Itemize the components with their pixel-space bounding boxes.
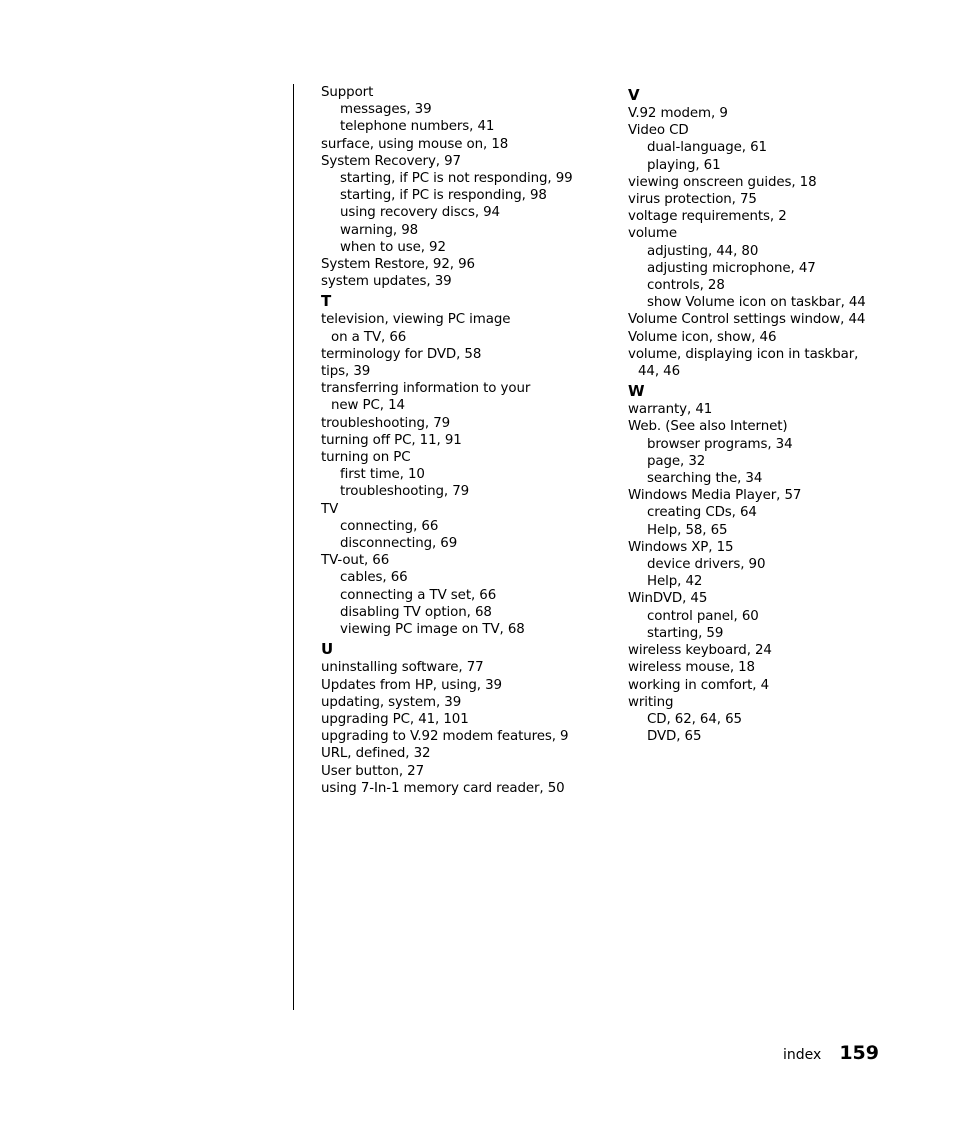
index-subentry: when to use, 92 — [340, 239, 446, 255]
index-entry: upgrading to V.92 modem features, 9 — [321, 729, 569, 745]
index-entry: volume — [628, 226, 678, 242]
page-footer — [783, 1042, 879, 1064]
index-subentry: telephone numbers, 41 — [340, 119, 495, 135]
index-entry: system updates, 39 — [321, 274, 452, 290]
index-entry: Support — [321, 85, 374, 100]
vertical-rule — [293, 84, 294, 1010]
index-subentry: Help, 58, 65 — [647, 522, 728, 538]
section-letter: V — [628, 86, 640, 104]
index-subentry: starting, 59 — [647, 625, 724, 641]
index-subentry: controls, 28 — [647, 278, 725, 294]
index-subentry: show Volume icon on taskbar, 44 — [647, 295, 866, 311]
index-entry: Windows XP, 15 — [628, 539, 734, 555]
index-subentry: Help, 42 — [647, 574, 703, 590]
index-entry: virus protection, 75 — [628, 192, 757, 208]
index-entry-continuation: new PC, 14 — [331, 398, 405, 414]
index-entry: turning off PC, 11, 91 — [321, 432, 462, 448]
index-entry: WinDVD, 45 — [628, 591, 708, 607]
index-subentry: viewing PC image on TV, 68 — [340, 622, 525, 638]
index-subentry: disabling TV option, 68 — [340, 604, 492, 620]
index-subentry: adjusting microphone, 47 — [647, 260, 816, 276]
index-entry: TV — [321, 501, 339, 517]
index-entry: writing — [628, 694, 674, 710]
index-entry: wireless mouse, 18 — [628, 660, 755, 676]
index-column-left — [321, 84, 611, 797]
index-subentry: dual-language, 61 — [647, 140, 767, 156]
index-entry: System Restore, 92, 96 — [321, 257, 475, 273]
index-subentry: page, 32 — [647, 453, 706, 469]
index-subentry: disconnecting, 69 — [340, 536, 458, 552]
index-entry: turning on PC — [321, 450, 411, 466]
index-subentry: device drivers, 90 — [647, 557, 766, 573]
index-entry: viewing onscreen guides, 18 — [628, 174, 817, 190]
index-subentry: DVD, 65 — [647, 729, 702, 745]
index-entry: URL, defined, 32 — [321, 746, 431, 762]
index-entry: updating, system, 39 — [321, 694, 462, 710]
index-entry: wireless keyboard, 24 — [628, 643, 772, 659]
index-entry: television, viewing PC image — [321, 312, 511, 328]
index-entry: transferring information to your — [321, 381, 531, 397]
index-subentry: using recovery discs, 94 — [340, 205, 500, 221]
page-number: 159 — [839, 1042, 879, 1064]
index-entry: Web. (See also Internet) — [628, 419, 788, 435]
index-entry: TV-out, 66 — [321, 553, 390, 569]
index-subentry: cables, 66 — [340, 570, 408, 586]
index-entry: terminology for DVD, 58 — [321, 346, 482, 362]
index-entry: warranty, 41 — [628, 402, 713, 418]
index-entry: upgrading PC, 41, 101 — [321, 711, 469, 727]
index-entry: tips, 39 — [321, 364, 371, 380]
index-subentry: CD, 62, 64, 65 — [647, 711, 742, 727]
section-letter: T — [321, 292, 332, 311]
index-subentry: browser programs, 34 — [647, 436, 793, 452]
index-subentry: control panel, 60 — [647, 608, 759, 624]
index-entry-continuation: 44, 46 — [638, 364, 680, 380]
index-entry: Updates from HP, using, 39 — [321, 677, 502, 693]
index-entry: uninstalling software, 77 — [321, 660, 484, 676]
section-letter: W — [628, 382, 645, 401]
index-column-right — [628, 84, 928, 745]
index-subentry: searching the, 34 — [647, 471, 763, 487]
index-subentry: adjusting, 44, 80 — [647, 243, 759, 259]
index-subentry: starting, if PC is responding, 98 — [340, 188, 547, 204]
index-subentry: connecting, 66 — [340, 518, 439, 534]
index-entry: Volume Control settings window, 44 — [628, 312, 866, 328]
index-entry-continuation: on a TV, 66 — [331, 329, 407, 345]
index-subentry: first time, 10 — [340, 467, 425, 483]
index-subentry: warning, 98 — [340, 222, 419, 238]
index-subentry: connecting a TV set, 66 — [340, 587, 497, 603]
index-entry: Video CD — [628, 123, 689, 139]
index-subentry: playing, 61 — [647, 157, 721, 173]
index-entry: Volume icon, show, 46 — [628, 329, 777, 345]
index-entry: surface, using mouse on, 18 — [321, 136, 509, 152]
index-entry: volume, displaying icon in taskbar, — [628, 346, 859, 362]
footer-section-label: index — [783, 1047, 822, 1063]
index-entry: working in comfort, 4 — [628, 677, 770, 693]
index-subentry: creating CDs, 64 — [647, 505, 757, 521]
index-entry: voltage requirements, 2 — [628, 209, 787, 225]
index-subentry: starting, if PC is not responding, 99 — [340, 171, 573, 187]
index-entry: Windows Media Player, 57 — [628, 488, 802, 504]
index-entry: troubleshooting, 79 — [321, 415, 451, 431]
index-entry: User button, 27 — [321, 763, 424, 779]
section-letter: U — [321, 640, 334, 659]
index-subentry: troubleshooting, 79 — [340, 484, 470, 500]
index-entry: System Recovery, 97 — [321, 153, 461, 169]
index-subentry: messages, 39 — [340, 102, 432, 118]
index-entry: V.92 modem, 9 — [628, 106, 728, 121]
index-entry: using 7-In-1 memory card reader, 50 — [321, 780, 565, 796]
